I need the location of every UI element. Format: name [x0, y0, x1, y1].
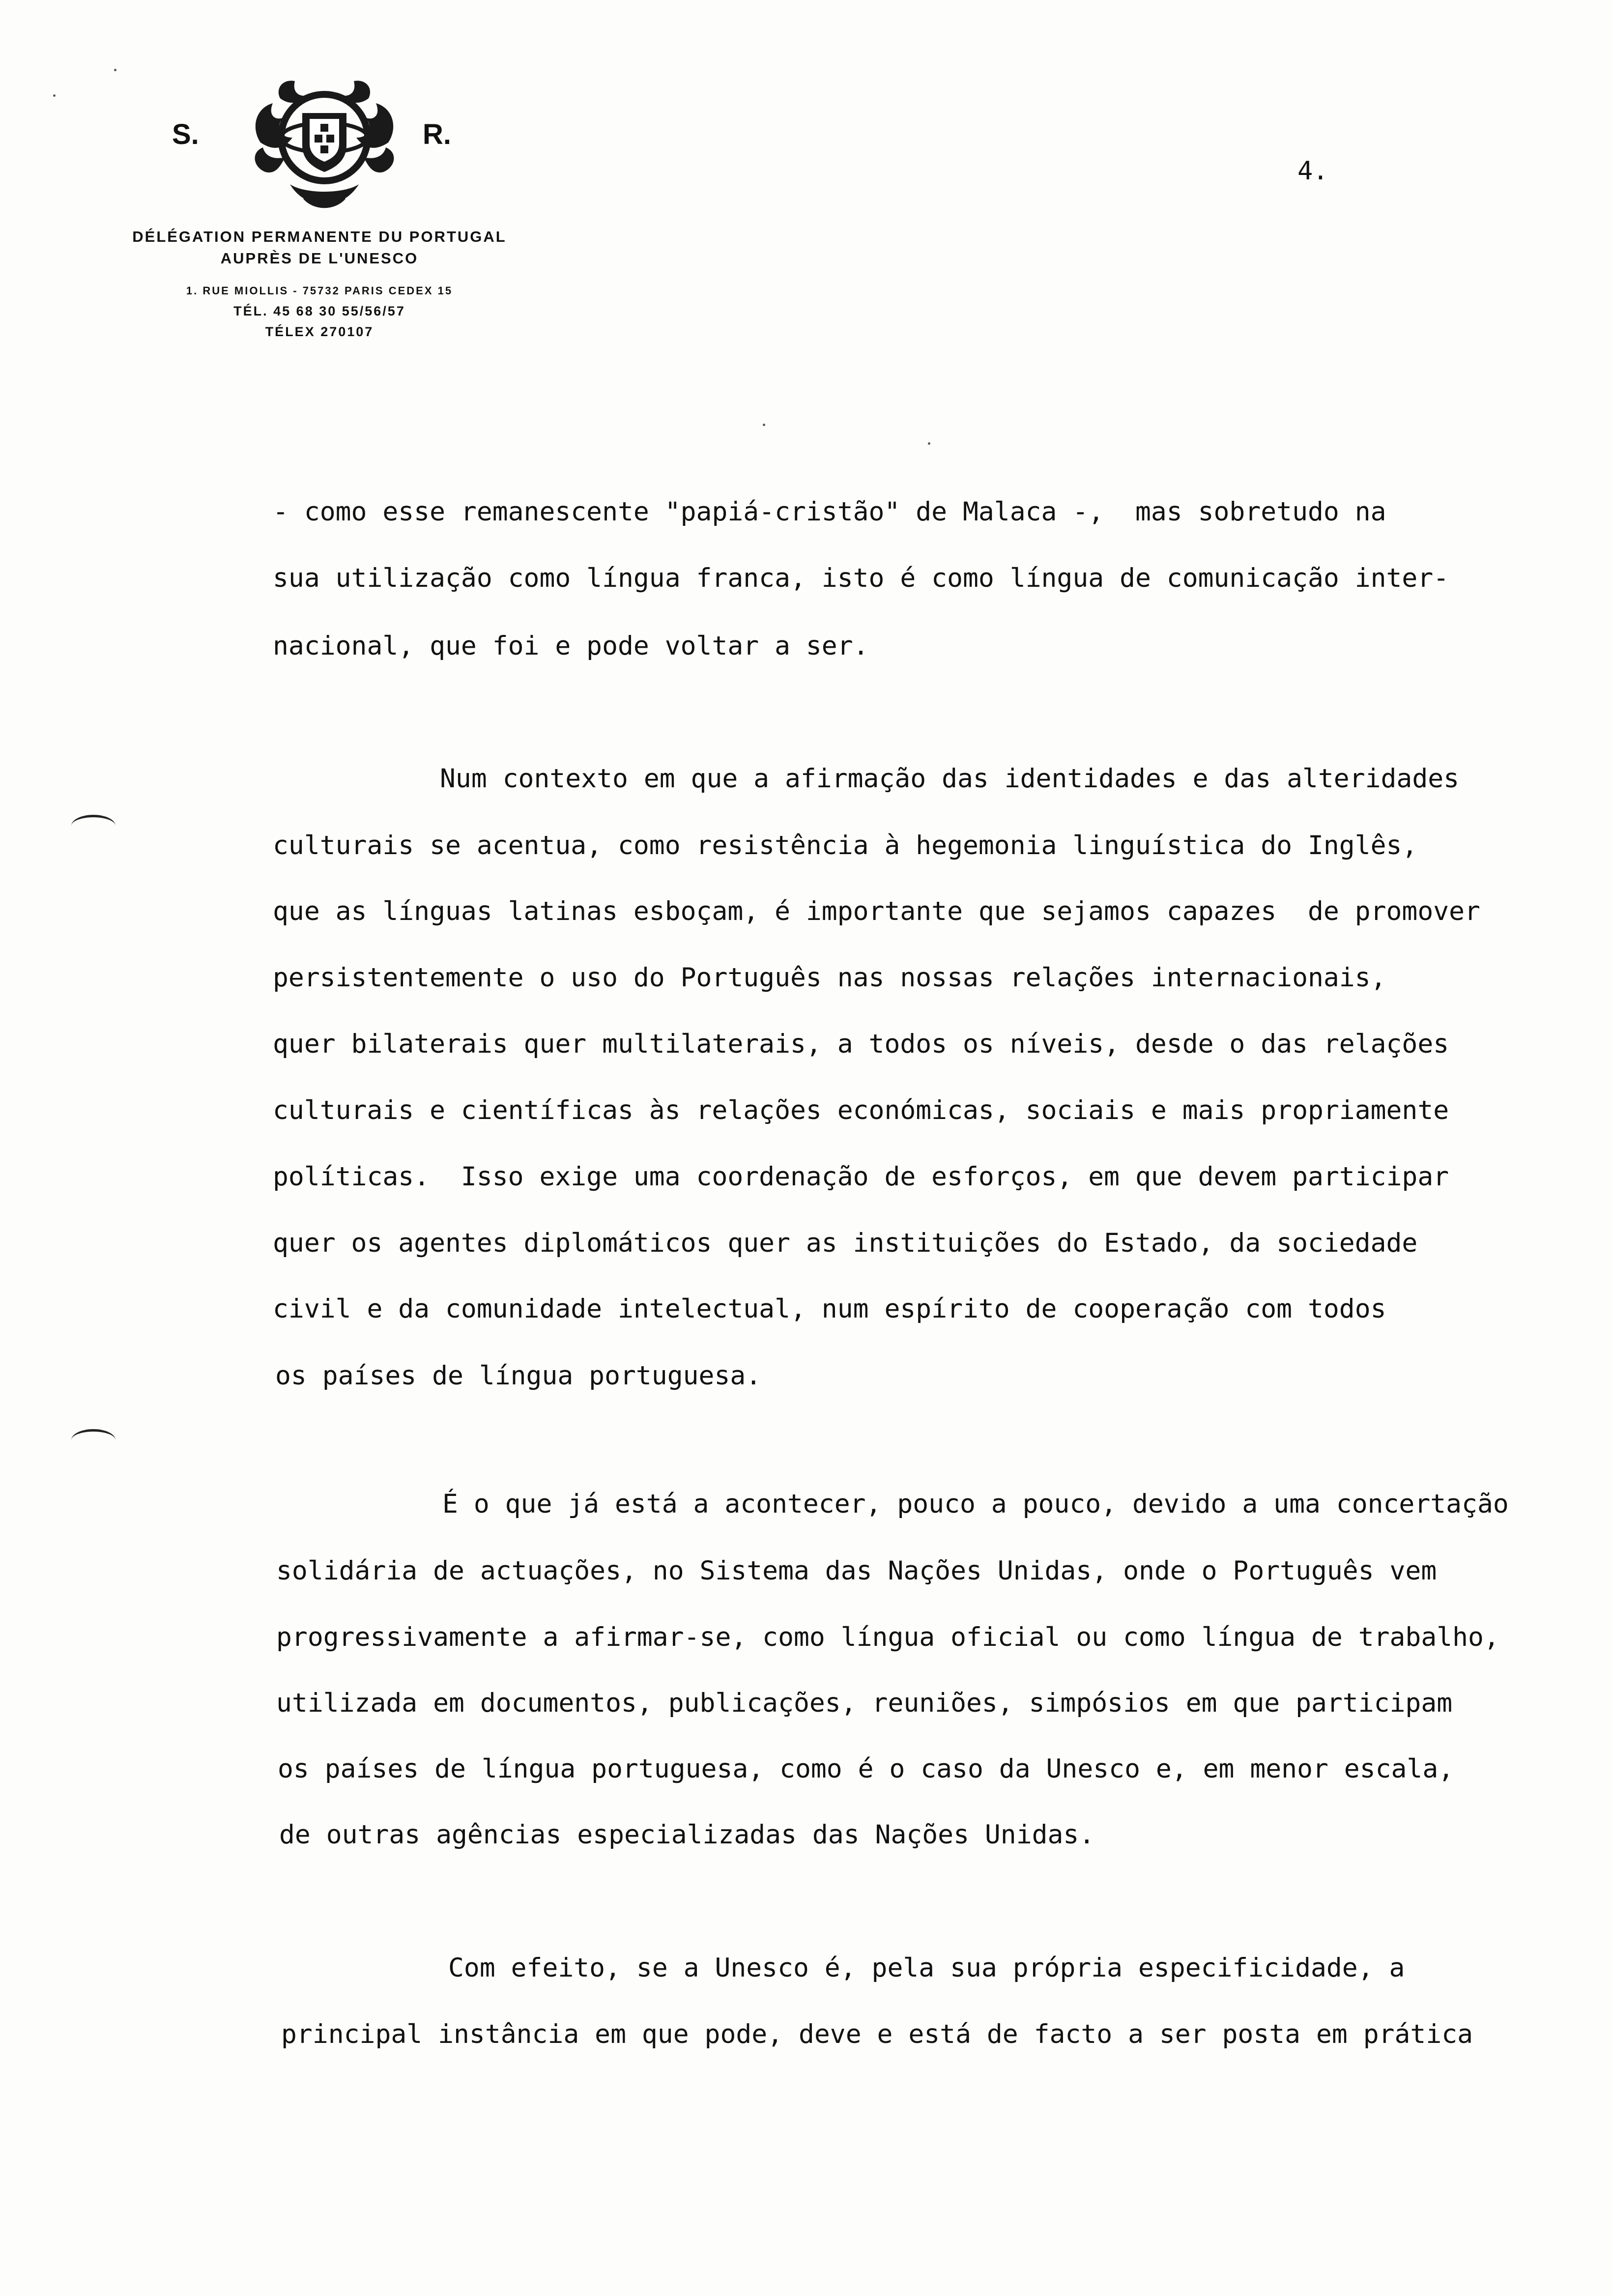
text-line: nacional, que foi e pode voltar a ser.	[273, 631, 869, 661]
text-line: Com efeito, se a Unesco é, pela sua própria especificidade, a	[448, 1953, 1405, 1983]
letterhead-telephone: TÉL. 45 68 30 55/56/57	[233, 304, 405, 318]
text-line: utilizada em documentos, publicações, reuniões, simpósios em que participam	[276, 1688, 1453, 1718]
text-line: civil e da comunidade intelectual, num espírito de cooperação com todos	[273, 1294, 1386, 1324]
letterhead-address: 1. RUE MIOLLIS - 75732 PARIS CEDEX 15	[186, 285, 453, 297]
text-line: quer os agentes diplomáticos quer as instituições do Estado, da sociedade	[273, 1228, 1418, 1258]
letterhead-telex: TÉLEX 270107	[265, 324, 374, 339]
text-line: os países de língua portuguesa, como é o caso da Unesco e, em menor escala,	[278, 1754, 1454, 1784]
text-line: culturais e científicas às relações económicas, sociais e mais propriamente	[273, 1095, 1449, 1125]
letterhead-initial-left: S.	[172, 118, 199, 150]
text-line: É o que já está a acontecer, pouco a pouco, devido a uma concertação	[442, 1489, 1509, 1519]
text-line: de outras agências especializadas das Nações Unidas.	[279, 1820, 1095, 1850]
text-line: que as línguas latinas esboçam, é importante que sejamos capazes de promover	[273, 896, 1480, 926]
letterhead-delegation-name: DÉLÉGATION PERMANENTE DU PORTUGAL	[132, 228, 507, 245]
text-line: quer bilaterais quer multilaterais, a todos os níveis, desde o das relações	[273, 1029, 1449, 1059]
text-line: sua utilização como língua franca, isto é como língua de comunicação inter-	[273, 563, 1449, 593]
text-line: Num contexto em que a afirmação das identidades e das alteridades	[440, 764, 1460, 794]
text-line: políticas. Isso exige uma coordenação de esforços, em que devem participar	[273, 1162, 1449, 1192]
text-line: culturais se acentua, como resistência à hegemonia linguística do Inglês,	[273, 831, 1418, 861]
text-line: persistentemente o uso do Português nas nossas relações internacionais,	[273, 963, 1386, 993]
text-line: principal instância em que pode, deve e está de facto a ser posta em prática	[281, 2019, 1473, 2049]
text-line: - como esse remanescente "papiá-cristão" de Malaca -, mas sobretudo na	[273, 497, 1386, 527]
letterhead-initial-right: R.	[423, 118, 451, 150]
page-number: 4.	[1297, 156, 1328, 186]
text-line: progressivamente a afirmar-se, como língua oficial ou como língua de trabalho,	[276, 1622, 1499, 1652]
text-line: os países de língua portuguesa.	[275, 1361, 762, 1391]
text-line: solidária de actuações, no Sistema das Nações Unidas, onde o Português vem	[276, 1556, 1437, 1586]
letterhead-unesco-line: AUPRÈS DE L'UNESCO	[220, 250, 419, 267]
